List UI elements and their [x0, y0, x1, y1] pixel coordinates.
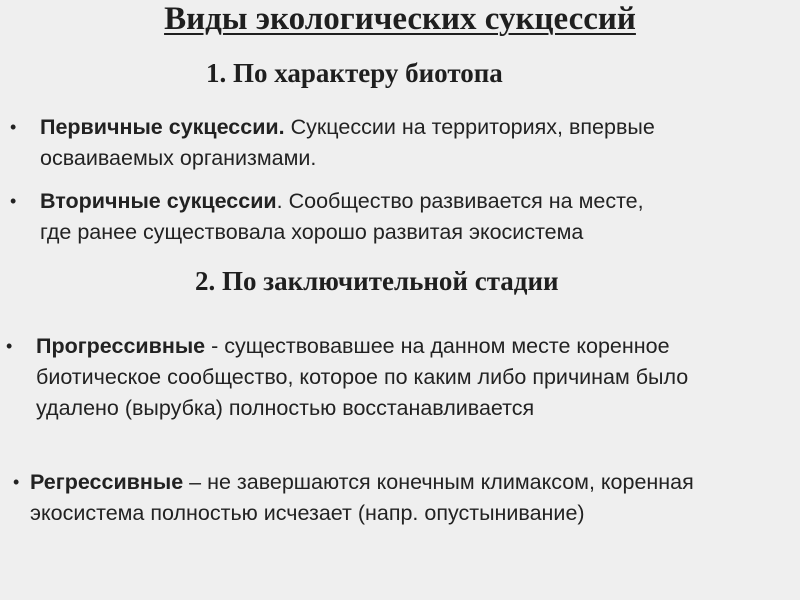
bullet-icon: •	[6, 336, 13, 356]
definition-text: . Сообщество развивается на месте,	[276, 189, 644, 213]
definition-text: Сукцессии на территориях, впервые	[284, 115, 655, 139]
section-heading-final-stage: 2. По заключительной стадии	[195, 266, 559, 296]
list-item-line: удалено (вырубка) полностью восстанавливается	[36, 396, 535, 420]
list-item-line	[30, 467, 694, 498]
bullet-icon: •	[13, 472, 20, 492]
bullet-icon: •	[10, 191, 17, 211]
list-item-primary-succession	[10, 112, 655, 174]
list-item-line: экосистема полностью исчезает (напр. опустынивание)	[30, 501, 585, 525]
bullet-icon: •	[10, 117, 17, 137]
term-label: Прогрессивные	[36, 334, 206, 358]
section-heading-biotope: 1. По характеру биотопа	[206, 58, 503, 88]
term-label: Регрессивные	[30, 470, 184, 494]
list-item-line: биотическое сообщество, которое по каким либо причинам было	[36, 365, 689, 389]
list-item-regressive	[13, 467, 694, 529]
list-item-line: где ранее существовала хорошо развитая экосистема	[40, 220, 584, 244]
term-label: Вторичные сукцессии	[40, 189, 277, 213]
list-item-line	[40, 186, 644, 217]
list-item-secondary-succession	[10, 186, 644, 248]
term-label: Первичные сукцессии.	[40, 115, 285, 139]
definition-text: – не завершаются конечным климаксом, коренная	[183, 470, 694, 494]
list-item-line	[40, 112, 655, 143]
definition-text: - существовавшее на данном месте коренное	[205, 334, 670, 358]
list-item-progressive	[6, 331, 689, 424]
list-item-line: осваиваемых организмами.	[40, 146, 317, 170]
list-item-line	[36, 331, 688, 362]
slide-title: Виды экологических сукцессий	[164, 1, 636, 37]
